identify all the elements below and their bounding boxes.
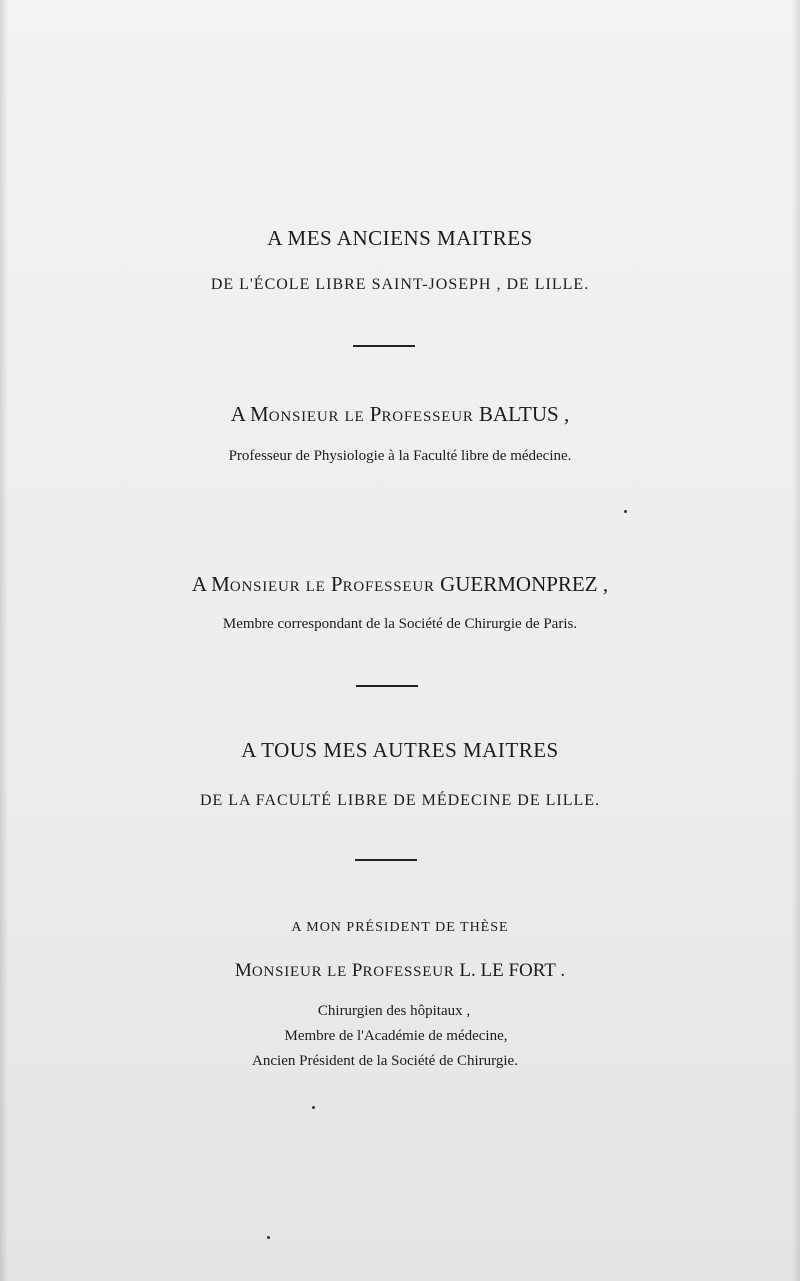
dedication-professeur: ROFESSEUR <box>342 579 435 595</box>
ink-speck <box>267 1236 270 1239</box>
ink-speck <box>624 510 627 513</box>
president-name: L. LE FORT . <box>459 960 566 981</box>
divider-rule <box>356 685 418 687</box>
dedication-guermonprez <box>0 572 800 597</box>
ink-speck <box>312 1106 315 1109</box>
subheading-ecole-saint-joseph: DE L'ÉCOLE LIBRE SAINT-JOSEPH , DE LILLE. <box>210 276 590 293</box>
president-name-line <box>0 960 800 982</box>
dedication-monsieur: ONSIEUR <box>268 409 340 425</box>
president-p: P <box>351 960 363 981</box>
president-title: Ancien Président de la Société de Chirurgie. <box>252 1053 518 1069</box>
role-baltus: Professeur de Physiologie à la Faculté libre de médecine. <box>228 448 572 464</box>
dedication-prefix: A M <box>230 402 269 426</box>
president-le: LE <box>327 964 348 980</box>
dedication-p: P <box>330 572 343 596</box>
dedication-prefix: A M <box>191 572 230 596</box>
dedication-le: LE <box>344 409 365 425</box>
president-professeur: ROFESSEUR <box>362 964 455 980</box>
divider-rule <box>353 345 415 347</box>
president-title: Membre de l'Académie de médecine, <box>284 1028 508 1044</box>
divider-rule <box>355 859 417 861</box>
right-edge-shadow <box>792 0 800 1281</box>
dedication-name: BALTUS , <box>478 402 570 426</box>
dedication-name: GUERMONPREZ , <box>440 572 609 596</box>
president-monsieur: ONSIEUR <box>251 964 323 980</box>
heading-anciens-maitres: A MES ANCIENS MAITRES <box>267 226 533 250</box>
role-guermonprez: Membre correspondant de la Société de Chirurgie de Paris. <box>222 616 578 632</box>
subheading-faculte-libre: DE LA FACULTÉ LIBRE DE MÉDECINE DE LILLE. <box>199 792 601 809</box>
dedication-p: P <box>369 402 382 426</box>
dedication-le: LE <box>305 579 326 595</box>
dedication-baltus <box>0 402 800 427</box>
dedication-professeur: ROFESSEUR <box>381 409 474 425</box>
left-edge-shadow <box>0 0 8 1281</box>
heading-autres-maitres: A TOUS MES AUTRES MAITRES <box>241 738 559 762</box>
president-label: A MON PRÉSIDENT DE THÈSE <box>291 920 509 935</box>
dedication-monsieur: ONSIEUR <box>229 579 301 595</box>
president-m: M <box>234 960 252 981</box>
president-title: Chirurgien des hôpitaux , <box>317 1003 471 1019</box>
